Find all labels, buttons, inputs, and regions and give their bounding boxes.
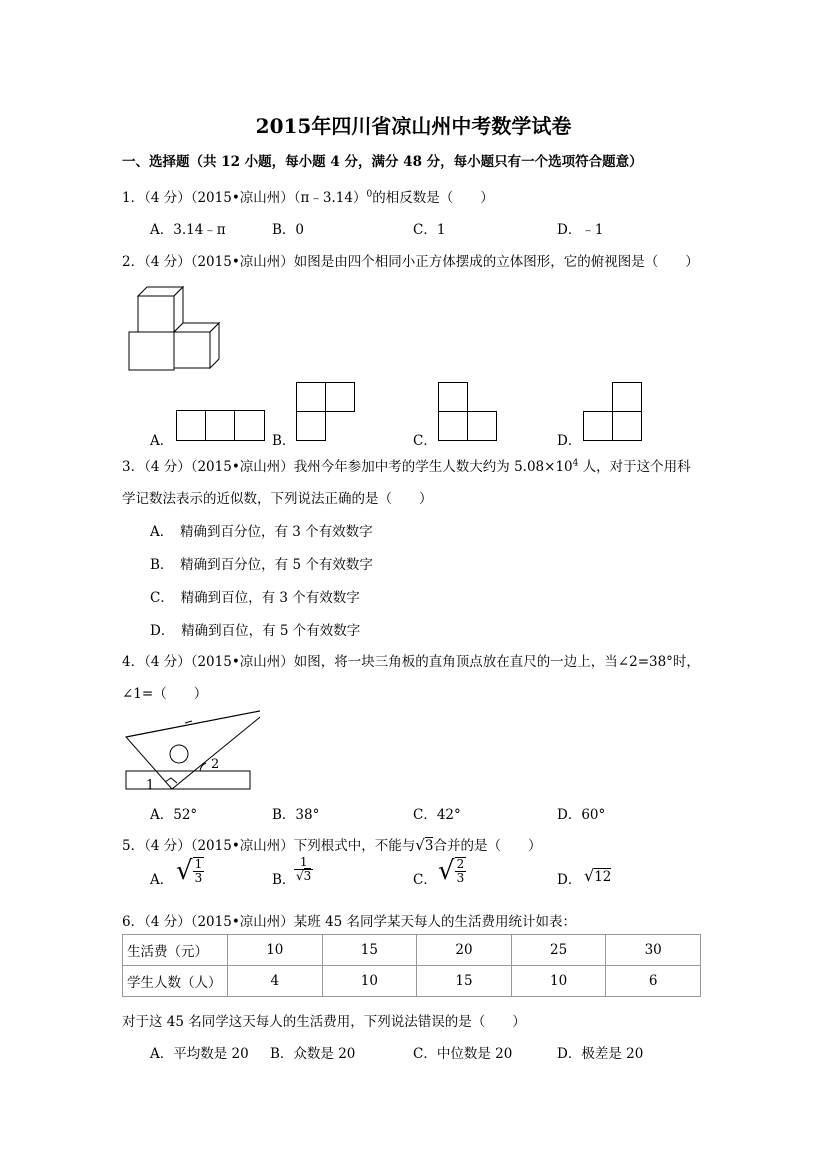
sqrt-symbol: √ <box>176 856 193 886</box>
q5-option-b-expr: $\frac{1}{√3}$ <box>296 855 312 884</box>
q5-option-c-expr: √ $\frac{2}{3}$ <box>438 856 465 886</box>
q2-option-c-label: C． <box>413 433 437 449</box>
q5-option-d-label: D． <box>557 872 582 888</box>
table-cell: 15 <box>322 935 417 966</box>
q2-option-c-figure <box>438 382 498 442</box>
triangle-ruler-figure <box>120 705 260 795</box>
question-5-stem: 5．（4 分）（2015•凉山州）下列根式中，不能与√3合并的是（ ） <box>122 836 542 854</box>
table-cell: 15 <box>417 966 512 997</box>
question-6-follow-up: 对于这 45 名同学这天每人的生活费用，下列说法错误的是（ ） <box>122 1014 526 1030</box>
question-1-stem: 1．（4 分）（2015•凉山州）（π﹣3.14）$^0$的相反数是（ ） <box>122 189 494 206</box>
table-cell: 20 <box>417 935 512 966</box>
q1-option-c: C．1 <box>413 222 446 238</box>
q4-option-b: B．38° <box>272 807 320 823</box>
q5-option-a-expr: √ $\frac{1}{3}$ <box>176 856 203 886</box>
q4-option-a: A．52° <box>150 807 198 823</box>
cube-stack-figure <box>125 280 225 375</box>
table-cell: 6 <box>606 966 701 997</box>
sqrt-symbol: √ <box>584 866 595 885</box>
question-4-stem-line2: ∠1=（ ） <box>122 686 208 702</box>
row-header-students: 学生人数（人） <box>123 966 228 997</box>
q4-option-c: C．42° <box>413 807 461 823</box>
question-3-stem: 3．（4 分）（2015•凉山州）我州今年参加中考的学生人数大约为 $5.08\times 10^4$ 人，对于这个用科 <box>122 458 691 475</box>
q1-option-b: B．0 <box>272 222 305 238</box>
q2-option-a-figure <box>176 410 265 442</box>
q1-option-d: D．﹣1 <box>557 222 604 238</box>
living-expense-table <box>122 934 701 997</box>
table-cell: 10 <box>322 966 417 997</box>
q2-option-a-label: A． <box>150 433 174 449</box>
q1-option-a: A．3.14﹣π <box>150 222 226 238</box>
sqrt-symbol: √ <box>438 856 455 886</box>
table-row <box>123 966 701 997</box>
q5-option-b-label: B． <box>272 872 296 888</box>
q6-option-b: B．众数是 20 <box>270 1046 356 1062</box>
q2-option-d-label: D． <box>557 433 582 449</box>
table-cell: 4 <box>228 966 323 997</box>
table-cell: 10 <box>228 935 323 966</box>
q3-option-c: C． 精确到百位，有 3 个有效数字 <box>150 590 360 606</box>
row-header-expense: 生活费（元） <box>123 935 228 966</box>
q3-option-a: A． 精确到百分位，有 3 个有效数字 <box>150 524 373 540</box>
angle-1-label: 1 <box>146 778 155 793</box>
sqrt-symbol: √ <box>415 836 425 854</box>
q6-option-a: A．平均数是 20 <box>150 1046 249 1062</box>
sqrt-symbol: √ <box>296 869 304 884</box>
table-cell: 25 <box>511 935 606 966</box>
page-title: 2015年四川省凉山州中考数学试卷 <box>255 114 572 138</box>
question-3-stem-line2: 学记数法表示的近似数，下列说法正确的是（ ） <box>122 491 433 507</box>
table-cell: 10 <box>511 966 606 997</box>
table-row <box>123 935 701 966</box>
table-cell: 30 <box>606 935 701 966</box>
q2-option-b-figure <box>296 382 356 442</box>
q5-option-d-expr: √12 <box>584 866 612 885</box>
q5-option-a-label: A． <box>150 872 174 888</box>
question-6-stem: 6．（4 分）（2015•凉山州）某班 45 名同学某天每人的生活费用统计如表： <box>122 914 577 930</box>
q2-option-b-label: B． <box>272 433 296 449</box>
angle-2-label: 2 <box>211 757 220 772</box>
q4-option-d: D．60° <box>557 807 606 823</box>
q3-option-b: B． 精确到百分位，有 5 个有效数字 <box>150 557 373 573</box>
q3-option-d: D． 精确到百位，有 5 个有效数字 <box>150 623 361 639</box>
q2-option-d-figure <box>583 382 643 442</box>
q5-option-c-label: C． <box>413 872 437 888</box>
question-4-stem: 4．（4 分）（2015•凉山州）如图，将一块三角板的直角顶点放在直尺的一边上，当∠2=38°时， <box>122 654 700 670</box>
question-2-stem: 2．（4 分）（2015•凉山州）如图是由四个相同小正方体摆成的立体图形，它的俯视图是（ ） <box>122 254 699 270</box>
q6-option-c: C．中位数是 20 <box>413 1046 513 1062</box>
q6-option-d: D．极差是 20 <box>557 1046 644 1062</box>
section-heading: 一、选择题（共 12 小题，每小题 4 分，满分 48 分，每小题只有一个选项符合题意） <box>122 154 643 170</box>
